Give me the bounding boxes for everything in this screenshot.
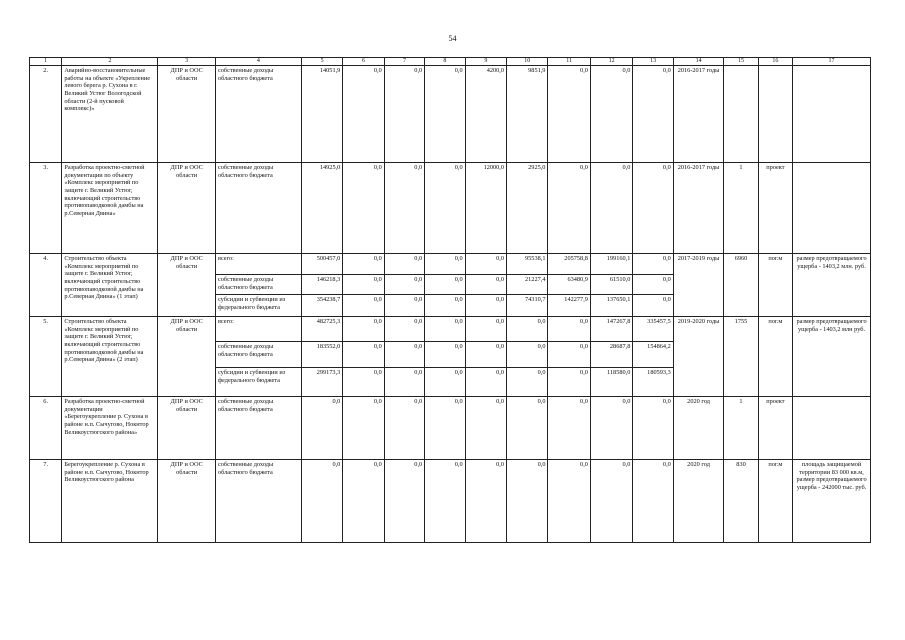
unit: проект [758, 397, 792, 460]
amount-cell: 14925,0 [301, 163, 342, 254]
amount-cell: 0,0 [425, 460, 465, 543]
amount-cell: 0,0 [301, 397, 342, 460]
amount-cell: 21227,4 [507, 275, 548, 295]
measure-name: Строительство объекта «Комплекс мероприятий по защите г. Великий Устюг, включающий строительство противопаводковой дамбы на р.Северная Двина» (1 этап) [62, 254, 158, 317]
amount-cell: 0,0 [425, 295, 465, 317]
row-number: 3. [30, 163, 62, 254]
amount-cell: 482725,3 [301, 317, 342, 342]
amount-cell: 0,0 [465, 295, 506, 317]
amount-cell: 0,0 [343, 460, 384, 543]
amount-cell: 0,0 [343, 295, 384, 317]
unit: пог.м [758, 254, 792, 317]
unit [758, 66, 792, 163]
amount-cell: 0,0 [425, 397, 465, 460]
column-number-row [30, 58, 871, 66]
amount-cell: 4200,0 [465, 66, 506, 163]
amount-cell: 0,0 [507, 368, 548, 397]
amount-cell: 0,0 [343, 317, 384, 342]
row-number: 5. [30, 317, 62, 397]
amount-cell: 2925,0 [507, 163, 548, 254]
amount-cell: 0,0 [343, 368, 384, 397]
budget-table [29, 57, 871, 543]
amount-cell: 0,0 [507, 342, 548, 368]
column-number: 1 [30, 58, 62, 66]
funding-source: собственные доходы областного бюджета [215, 66, 301, 163]
amount-cell: 0,0 [384, 295, 424, 317]
period: 2019-2020 годы [673, 317, 724, 397]
amount-cell: 0,0 [425, 317, 465, 342]
quantity [724, 66, 758, 163]
amount-cell: 0,0 [384, 368, 424, 397]
amount-cell: 0,0 [633, 254, 673, 275]
amount-cell: 0,0 [548, 342, 590, 368]
amount-cell: 299173,3 [301, 368, 342, 397]
funding-source: субсидии и субвенции из федерального бюджета [215, 295, 301, 317]
column-number: 15 [724, 58, 758, 66]
column-number: 11 [548, 58, 590, 66]
column-number: 16 [758, 58, 792, 66]
amount-cell: 199160,1 [590, 254, 632, 275]
row-number: 6. [30, 397, 62, 460]
row-number: 4. [30, 254, 62, 317]
table-row [30, 66, 871, 163]
amount-cell: 0,0 [548, 368, 590, 397]
amount-cell: 0,0 [425, 342, 465, 368]
amount-cell: 147267,8 [590, 317, 632, 342]
executor: ДПР и ООС области [158, 163, 216, 254]
executor: ДПР и ООС области [158, 66, 216, 163]
amount-cell: 0,0 [343, 342, 384, 368]
amount-cell: 0,0 [507, 317, 548, 342]
amount-cell: 0,0 [343, 163, 384, 254]
unit: проект [758, 163, 792, 254]
column-number: 3 [158, 58, 216, 66]
amount-cell: 0,0 [465, 342, 506, 368]
amount-cell: 74310,7 [507, 295, 548, 317]
amount-cell: 0,0 [633, 163, 673, 254]
amount-cell: 142277,9 [548, 295, 590, 317]
funding-source: всего: [215, 317, 301, 342]
amount-cell: 335457,5 [633, 317, 673, 342]
amount-cell: 183552,0 [301, 342, 342, 368]
amount-cell: 0,0 [465, 275, 506, 295]
funding-source: собственные доходы областного бюджета [215, 460, 301, 543]
column-number: 12 [590, 58, 632, 66]
amount-cell: 0,0 [548, 163, 590, 254]
amount-cell: 0,0 [465, 397, 506, 460]
unit: пог.м [758, 317, 792, 397]
amount-cell: 0,0 [465, 368, 506, 397]
amount-cell: 0,0 [590, 66, 632, 163]
amount-cell: 0,0 [384, 317, 424, 342]
amount-cell: 9851,9 [507, 66, 548, 163]
result-note: размер предотвращаемого ущерба - 1403,2 млн. руб. [793, 254, 871, 317]
column-number: 4 [215, 58, 301, 66]
amount-cell: 154864,2 [633, 342, 673, 368]
amount-cell: 0,0 [384, 163, 424, 254]
executor: ДПР и ООС области [158, 460, 216, 543]
period: 2016-2017 годы [673, 163, 724, 254]
amount-cell: 0,0 [343, 275, 384, 295]
amount-cell: 0,0 [384, 275, 424, 295]
row-number: 7. [30, 460, 62, 543]
amount-cell: 0,0 [590, 163, 632, 254]
amount-cell: 0,0 [384, 66, 424, 163]
amount-cell: 0,0 [425, 163, 465, 254]
result-note [793, 163, 871, 254]
quantity: 1 [724, 397, 758, 460]
amount-cell: 0,0 [633, 295, 673, 317]
amount-cell: 0,0 [384, 254, 424, 275]
funding-source: собственные доходы областного бюджета [215, 163, 301, 254]
unit: пог.м [758, 460, 792, 543]
period: 2016-2017 годы [673, 66, 724, 163]
amount-cell: 0,0 [343, 254, 384, 275]
amount-cell: 0,0 [633, 397, 673, 460]
amount-cell: 180593,3 [633, 368, 673, 397]
amount-cell: 0,0 [343, 397, 384, 460]
column-number: 7 [384, 58, 424, 66]
amount-cell: 0,0 [425, 66, 465, 163]
funding-source: собственные доходы областного бюджета [215, 342, 301, 368]
quantity: 6960 [724, 254, 758, 317]
amount-cell: 95538,1 [507, 254, 548, 275]
funding-source: субсидии и субвенции из федерального бюджета [215, 368, 301, 397]
column-number: 13 [633, 58, 673, 66]
amount-cell: 500457,0 [301, 254, 342, 275]
measure-name: Берегоукрепление р. Сухона в районе н.п. Сычугово, Нокнтор Великоустюгского района [62, 460, 158, 543]
column-number: 6 [343, 58, 384, 66]
quantity: 830 [724, 460, 758, 543]
funding-source: всего: [215, 254, 301, 275]
result-note: площадь защищаемой территории 83 000 кв.м, размер предотвращаемого ущерба - 242000 тыс. руб. [793, 460, 871, 543]
amount-cell: 146218,3 [301, 275, 342, 295]
funding-source: собственные доходы областного бюджета [215, 397, 301, 460]
table-row [30, 397, 871, 460]
amount-cell: 0,0 [384, 342, 424, 368]
quantity: 1755 [724, 317, 758, 397]
result-note: размер предотвращаемого ущерба - 1403,2 млн руб. [793, 317, 871, 397]
result-note [793, 397, 871, 460]
column-number: 14 [673, 58, 724, 66]
result-note [793, 66, 871, 163]
amount-cell: 0,0 [425, 275, 465, 295]
amount-cell: 0,0 [507, 397, 548, 460]
amount-cell: 61510,0 [590, 275, 632, 295]
period: 2017-2019 годы [673, 254, 724, 317]
table-row [30, 460, 871, 543]
page-number: 54 [448, 34, 457, 43]
executor: ДПР и ООС области [158, 254, 216, 317]
amount-cell: 0,0 [301, 460, 342, 543]
amount-cell: 0,0 [425, 368, 465, 397]
amount-cell: 0,0 [633, 460, 673, 543]
amount-cell: 14051,9 [301, 66, 342, 163]
quantity: 1 [724, 163, 758, 254]
amount-cell: 28687,8 [590, 342, 632, 368]
amount-cell: 0,0 [507, 460, 548, 543]
row-number: 2. [30, 66, 62, 163]
column-number: 10 [507, 58, 548, 66]
table-row [30, 163, 871, 254]
amount-cell: 0,0 [548, 66, 590, 163]
executor: ДПР и ООС области [158, 317, 216, 397]
column-number: 9 [465, 58, 506, 66]
amount-cell: 0,0 [590, 397, 632, 460]
amount-cell: 0,0 [548, 317, 590, 342]
column-number: 17 [793, 58, 871, 66]
amount-cell: 0,0 [633, 66, 673, 163]
amount-cell: 0,0 [343, 66, 384, 163]
amount-cell: 12000,0 [465, 163, 506, 254]
column-number: 8 [425, 58, 465, 66]
amount-cell: 205758,8 [548, 254, 590, 275]
amount-cell: 118580,0 [590, 368, 632, 397]
amount-cell: 0,0 [384, 397, 424, 460]
column-number: 2 [62, 58, 158, 66]
amount-cell: 0,0 [384, 460, 424, 543]
table-row [30, 254, 871, 275]
measure-name: Строительство объекта «Комплекс мероприятий по защите г. Великий Устюг, включающий строительство противопаводковой дамбы на р.Северная Двина» (2 этап) [62, 317, 158, 397]
amount-cell: 0,0 [465, 317, 506, 342]
period: 2020 год [673, 397, 724, 460]
executor: ДПР и ООС области [158, 397, 216, 460]
amount-cell: 137650,1 [590, 295, 632, 317]
amount-cell: 0,0 [590, 460, 632, 543]
amount-cell: 0,0 [425, 254, 465, 275]
amount-cell: 0,0 [465, 254, 506, 275]
amount-cell: 0,0 [548, 397, 590, 460]
table-row [30, 317, 871, 342]
measure-name: Разработка проектно-сметной документации «Берегоукрепление р. Сухона в районе н.п. Сычугово, Нокнтор Великоустюгского района» [62, 397, 158, 460]
amount-cell: 0,0 [548, 460, 590, 543]
amount-cell: 0,0 [465, 460, 506, 543]
measure-name: Аварийно-восстановительные работы на объекте «Укрепление левого берега р. Сухона в г. Великий Устюг Вологодской области (2-й пусковой комплекс)» [62, 66, 158, 163]
funding-source: собственные доходы областного бюджета [215, 275, 301, 295]
period: 2020 год [673, 460, 724, 543]
amount-cell: 354238,7 [301, 295, 342, 317]
measure-name: Разработка проектно-сметной документации по объекту «Комплекс мероприятий по защите г. Великий Устюг, включающий строительство противопаводковой дамбы на р.Северная Двина» [62, 163, 158, 254]
amount-cell: 63480,9 [548, 275, 590, 295]
column-number: 5 [301, 58, 342, 66]
amount-cell: 0,0 [633, 275, 673, 295]
